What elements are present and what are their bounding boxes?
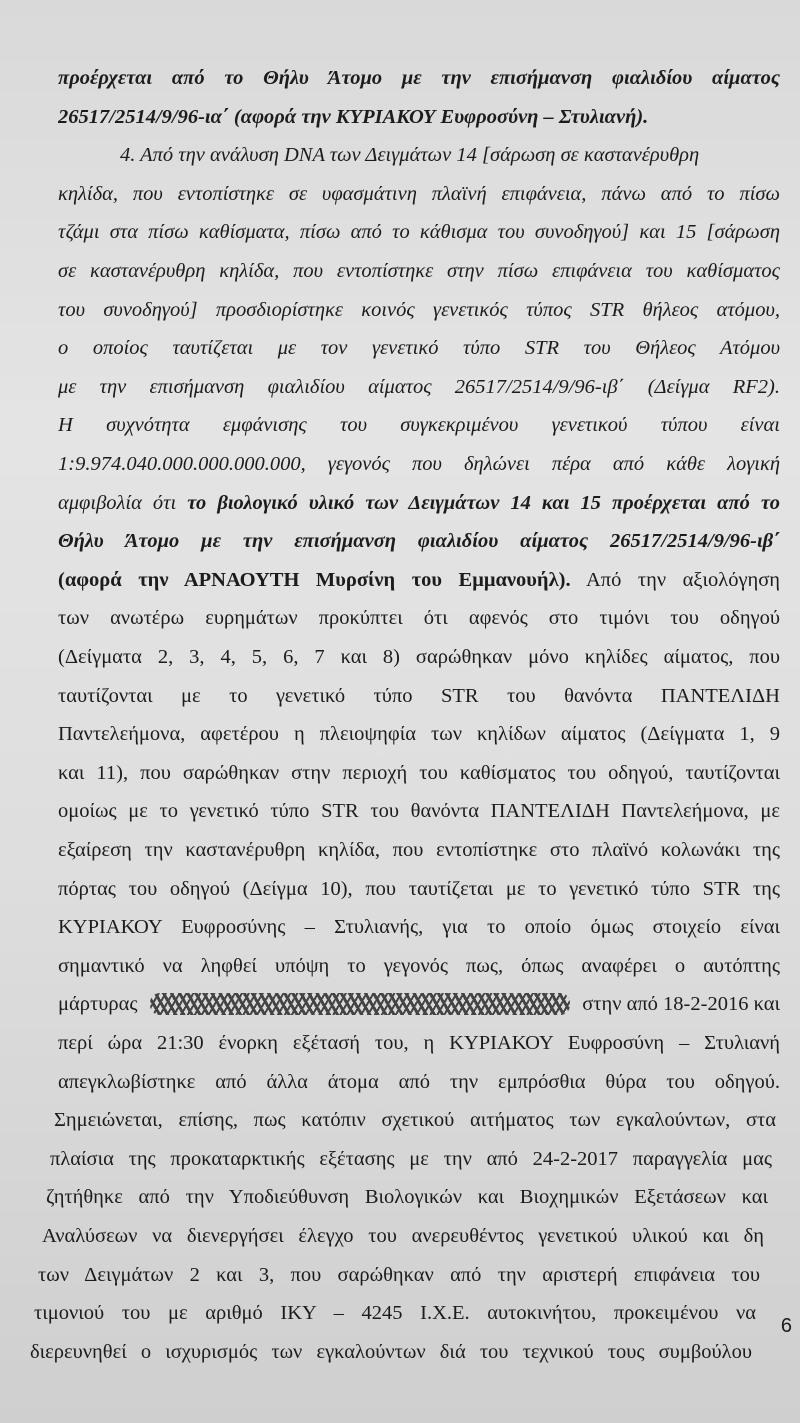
text-line: προέρχεται από το Θήλυ Άτομο με την επισήμανση φιαλιδίου αίματος [58, 67, 780, 89]
page-number: 6 [780, 1315, 792, 1337]
text-line: πόρτας του οδηγού (Δείγμα 10), που ταυτίζεται με το γενετικό τύπο STR της [58, 877, 780, 900]
witness-label: μάρτυρας [58, 993, 138, 1016]
text-line: ζητήθηκε από την Υποδιεύθυνση Βιολογικών και Βιοχημικών Εξετάσεων και [46, 1186, 768, 1209]
text-line: του συνοδηγού] προσδιορίστηκε κοινός γενετικός τύπος STR θήλεος ατόμου, [58, 298, 780, 321]
text-line: Αναλύσεων να διενεργήσει έλεγχο του ανερευθέντος γενετικού υλικού και δη [42, 1225, 764, 1247]
text-fragment: (αφορά την ΑΡΝΑΟΥΤΗ Μυρσίνη του Εμμανουήλ). [58, 568, 571, 591]
text-line: διερευνηθεί ο ισχυρισμός των εγκαλούντων διά του τεχνικού τους συμβούλου [30, 1340, 752, 1363]
text-line: Σημειώνεται, επίσης, πως κατόπιν σχετικού αιτήματος των εγκαλούντων, στα [54, 1109, 776, 1132]
text-line: Παντελεήμονα, αφετέρου η πλειοψηφία των κηλίδων αίματος (Δείγματα 1, 9 [58, 723, 780, 746]
text-line: απεγκλωβίστηκε από άλλα άτομα από την εμπρόσθια θύρα του οδηγού. [58, 1070, 780, 1093]
text-line: των ανωτέρω ευρημάτων προκύπτει ότι αφενός στο τιμόνι του οδηγού [58, 607, 780, 630]
text-line: των Δειγμάτων 2 και 3, που σαρώθηκαν από την αριστερή επιφάνεια του [38, 1263, 760, 1286]
redaction-scribble [150, 993, 570, 1015]
text-line: εξαίρεση την καστανέρυθρη κηλίδα, που εντοπίστηκε στο πλαϊνό κολωνάκι της [58, 839, 780, 861]
text-line: 1:9.974.040.000.000.000.000, γεγονός που δηλώνει πέρα από κάθε λογική [58, 453, 780, 475]
text-line: περί ώρα 21:30 ένορκη εξέτασή του, η ΚΥΡΙΑΚΟΥ Ευφροσύνη – Στυλιανή [58, 1032, 780, 1054]
text-line: Θήλυ Άτομο με την επισήμανση φιαλιδίου αίματος 26517/2514/9/96-ιβ΄ [58, 530, 780, 553]
text-line: ο οποίος ταυτίζεται με τον γενετικό τύπο STR του Θήλεος Ατόμου [58, 337, 780, 360]
text-line: με την επισήμανση φιαλιδίου αίματος 26517/2514/9/96-ιβ΄ (Δείγμα RF2). [58, 375, 780, 398]
text-line: σημαντικό να ληφθεί υπόψη το γεγονός πως, όπως αναφέρει ο αυτόπτης [58, 954, 780, 977]
text-line: Η συχνότητα εμφάνισης του συγκεκριμένου γενετικού τύπου είναι [58, 414, 780, 437]
text-line: πλαίσια της προκαταρκτικής εξέτασης με την από 24-2-2017 παραγγελία μας [50, 1147, 772, 1170]
text-fragment: το βιολογικό υλικό των Δειγμάτων 14 και 15 προέρχεται από το [187, 491, 780, 514]
text-line: ΚΥΡΙΑΚΟΥ Ευφροσύνης – Στυλιανής, για το οποίο όμως στοιχείο είναι [58, 916, 780, 939]
text-line: 4. Από την ανάλυση DNA των Δειγμάτων 14 [σάρωση σε καστανέρυθρη [120, 144, 700, 167]
text-line: και 11), που σαρώθηκαν στην περιοχή του καθίσματος του οδηγού, ταυτίζονται [58, 761, 780, 784]
text-line: (Δείγματα 2, 3, 4, 5, 6, 7 και 8) σαρώθηκαν μόνο κηλίδες αίματος, που [58, 646, 780, 668]
text-line [58, 986, 780, 1022]
text-fragment: αμφιβολία ότι [58, 491, 188, 514]
text-line: κηλίδα, που εντοπίστηκε σε υφασμάτινη πλαϊνή επιφάνεια, πάνω από το πίσω [58, 182, 780, 205]
text-line: 26517/2514/9/96-ια΄ (αφορά την ΚΥΡΙΑΚΟΥ Ευφροσύνη – Στυλιανή). [58, 105, 649, 128]
text-line: ομοίως με το γενετικό τύπο STR του θανόντα ΠΑΝΤΕΛΙΔΗ Παντελεήμονα, με [58, 800, 780, 823]
text-line [58, 485, 780, 521]
text-line: τζάμι στα πίσω καθίσματα, πίσω από το κάθισμα του συνοδηγού] και 15 [σάρωση [58, 221, 780, 244]
text-line [58, 562, 780, 598]
text-line: σε καστανέρυθρη κηλίδα, που εντοπίστηκε στην πίσω επιφάνεια του καθίσματος [58, 260, 780, 282]
text-line: ταυτίζονται με το γενετικό τύπο STR του θανόντα ΠΑΝΤΕΛΙΔΗ [58, 684, 780, 707]
text-line: τιμονιού του με αριθμό ΙΚΥ – 4245 Ι.Χ.Ε. αυτοκινήτου, προκειμένου να [34, 1302, 756, 1325]
text-fragment: στην από 18-2-2016 και [582, 993, 780, 1016]
text-fragment: Από την αξιολόγηση [570, 568, 780, 591]
